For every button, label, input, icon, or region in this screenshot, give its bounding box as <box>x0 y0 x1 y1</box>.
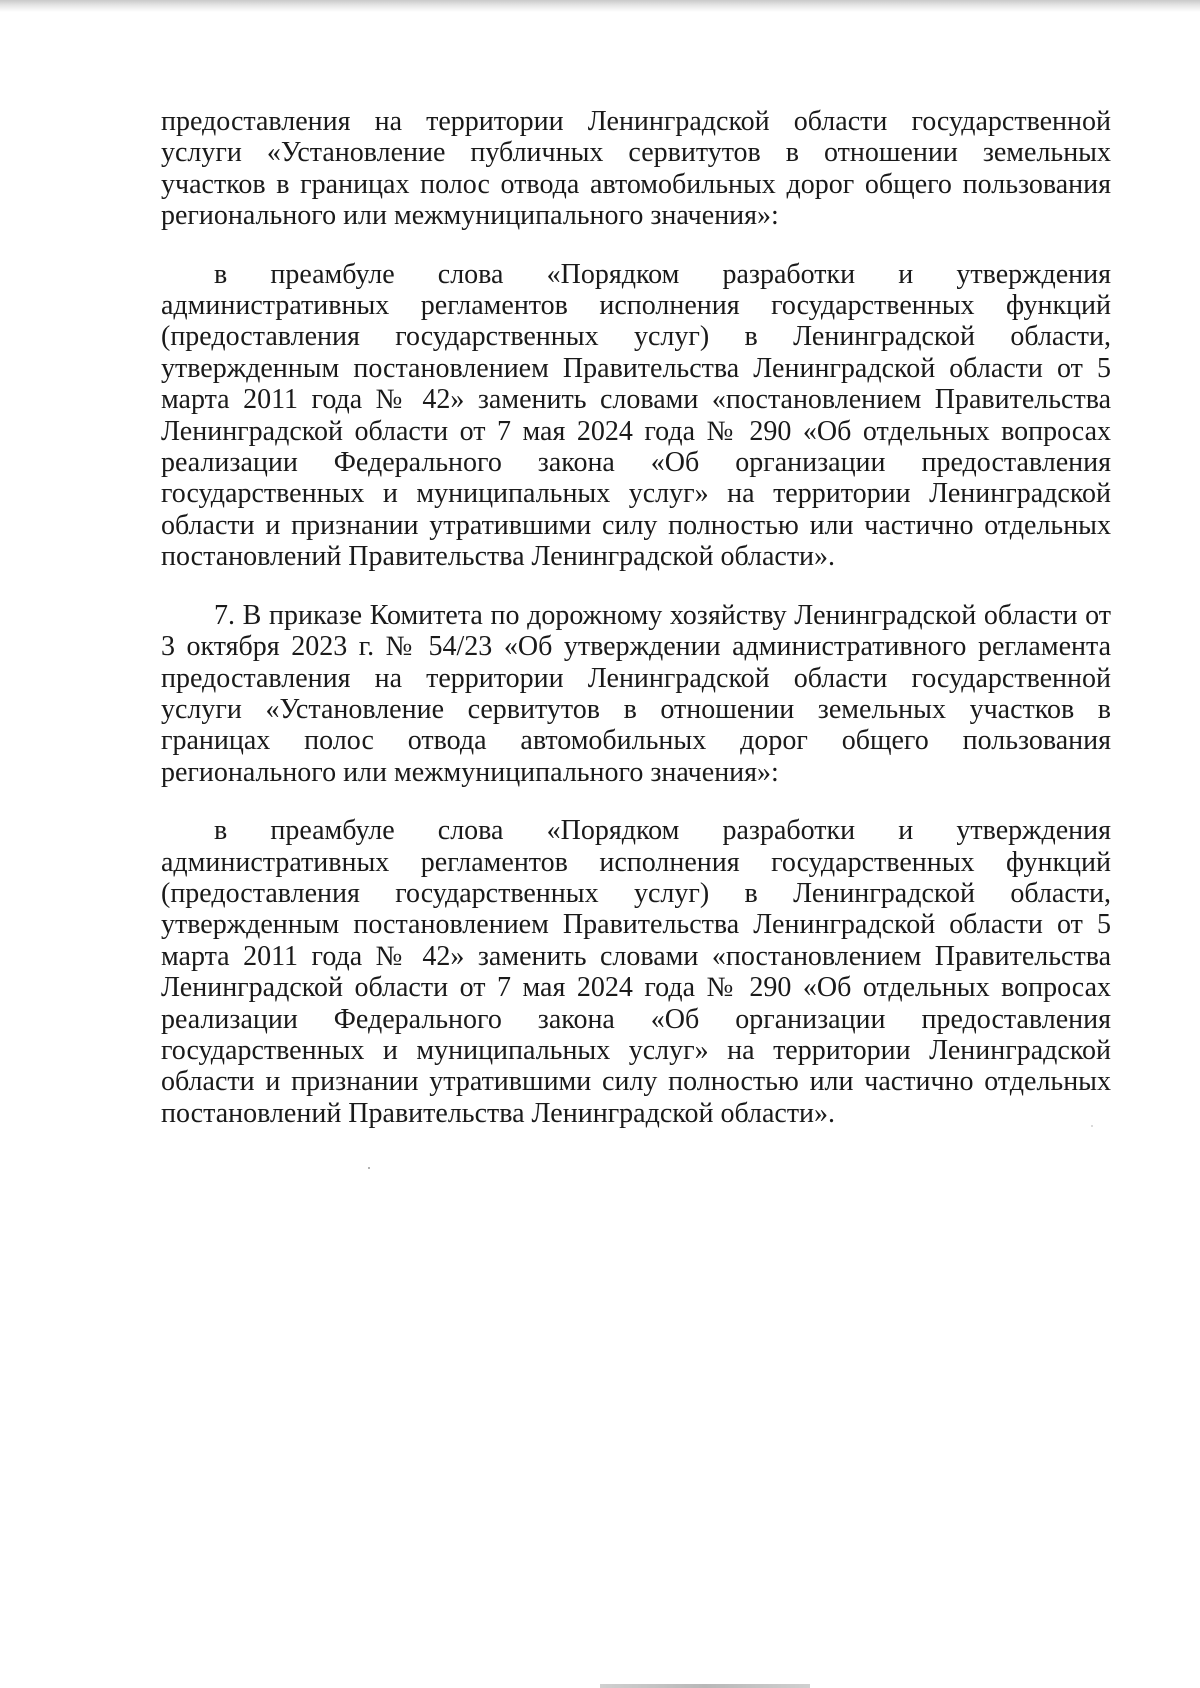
paragraph-preamble-amendment-1: в преамбуле слова «Порядком разработки и утверждения административных регламентов исполнения государственных функций (предоставления государственных услуг) в Ленинградской области, утвержденным постановлением Правительства Ленинградской области от 5 марта 2011 года № 42» заменить словами «постановлением Правительства Ленинградской области от 7 мая 2024 года № 290 «Об отдельных вопросах реализации Федерального закона «Об организации предоставления государственных и муниципальных услуг» на территории Ленинградской области и признании утратившими силу полностью или частично отдельных постановлений Правительства Ленинградской области». <box>161 258 1111 573</box>
paragraph-item-7: 7. В приказе Комитета по дорожному хозяйству Ленинградской области от 3 октября 2023 г. № 54/23 «Об утверждении административного регламента предоставления на территории Ленинградской области государственной услуги «Установление сервитутов в отношении земельных участков в границах полос отвода автомобильных дорог общего пользования регионального или межмуниципального значения»: <box>161 599 1111 788</box>
paragraph-preamble-amendment-2: в преамбуле слова «Порядком разработки и утверждения административных регламентов исполнения государственных функций (предоставления государственных услуг) в Ленинградской области, утвержденным постановлением Правительства Ленинградской области от 5 марта 2011 года № 42» заменить словами «постановлением Правительства Ленинградской области от 7 мая 2024 года № 290 «Об отдельных вопросах реализации Федерального закона «Об организации предоставления государственных и муниципальных услуг» на территории Ленинградской области и признании утратившими силу полностью или частично отдельных постановлений Правительства Ленинградской области». <box>161 815 1111 1129</box>
document-body <box>161 106 1111 1129</box>
scan-edge <box>0 0 1200 12</box>
paragraph-continuation: предоставления на территории Ленинградской области государственной услуги «Установление публичных сервитутов в отношении земельных участков в границах полос отвода автомобильных дорог общего пользования регионального или межмуниципального значения»: <box>161 106 1111 232</box>
scan-edge <box>600 1684 810 1688</box>
scan-speck <box>1091 1125 1093 1127</box>
scan-speck <box>368 1167 370 1169</box>
